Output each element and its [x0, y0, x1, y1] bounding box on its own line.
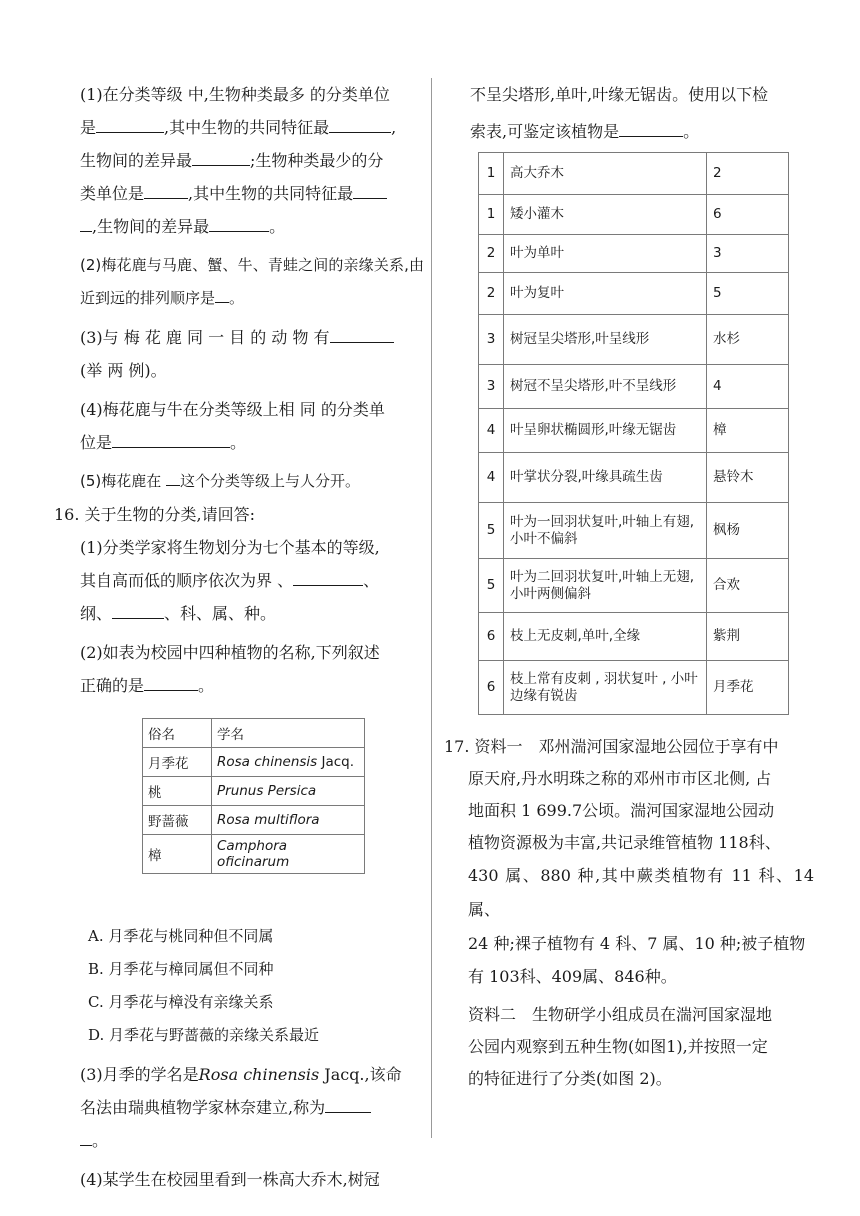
key-description: 叶为复叶: [504, 273, 707, 315]
text: 纲、: [80, 604, 113, 623]
key-description: 枝上无皮刺,单叶,全缘: [504, 613, 707, 661]
table-header-row: [143, 719, 365, 748]
q16-part3-line2: [62, 1091, 424, 1124]
text: ,其中生物的共同特征最: [188, 184, 354, 203]
answer-blank[interactable]: [112, 600, 164, 619]
q16-part3-line1: [62, 1058, 424, 1091]
column-header: 学名: [212, 719, 365, 748]
right-column: [444, 78, 814, 1095]
q17-line: 有 103科、409属、846种。: [468, 967, 677, 986]
key-number: 5: [479, 503, 504, 559]
q16-part2-line1: (2)如表为校园中四种植物的名称,下列叙述: [80, 643, 380, 662]
q17-line: 17. 资料一 邓州湍河国家湿地公园位于享有中: [444, 737, 779, 756]
key-number: 5: [479, 559, 504, 613]
key-result: 合欢: [707, 559, 789, 613]
answer-blank[interactable]: [80, 1127, 92, 1146]
key-description: 树冠不呈尖塔形,叶不呈线形: [504, 365, 707, 409]
q16-part4-line3: [444, 115, 814, 148]
text: 其自高而低的顺序依次为界 、: [80, 571, 294, 590]
answer-blank[interactable]: [96, 114, 164, 133]
scientific-name: Rosa chinensis: [217, 754, 318, 770]
q16-part4-line2: 不呈尖塔形,单叶,叶缘无锯齿。使用以下检: [470, 85, 769, 104]
key-result: 4: [707, 365, 789, 409]
table-row: [479, 503, 789, 559]
q16-part1-line3: [62, 597, 424, 630]
key-description: 叶掌状分裂,叶缘具疏生齿: [504, 453, 707, 503]
text: Jacq.,该命: [319, 1065, 402, 1084]
text: 。: [92, 1131, 109, 1150]
left-column: [54, 78, 424, 1196]
text: (2)梅花鹿与马鹿、蟹、牛、青蛙之间的亲缘关系,由近到远的排列顺序是: [80, 256, 424, 307]
table-row: [479, 453, 789, 503]
text: 位是: [80, 433, 113, 452]
q15-part4-end: [62, 426, 424, 459]
text: (5)梅花鹿在: [80, 472, 167, 490]
q15-part1: [62, 78, 424, 243]
q16-options: [62, 920, 424, 1052]
key-description: 叶为单叶: [504, 235, 707, 273]
answer-blank[interactable]: [166, 467, 180, 486]
text: ,: [391, 118, 397, 137]
key-number: 3: [479, 315, 504, 365]
answer-blank[interactable]: [144, 672, 198, 691]
q17-line: 地面积 1 699.7公顷。湍河国家湿地公园动: [468, 801, 775, 820]
q15-part2: [62, 249, 424, 315]
key-description: 树冠呈尖塔形,叶呈线形: [504, 315, 707, 365]
answer-blank[interactable]: [80, 213, 92, 232]
dichotomous-key-table: [478, 152, 789, 715]
option-c[interactable]: C. 月季花与樟没有亲缘关系: [88, 993, 274, 1011]
text: 。: [269, 217, 286, 236]
q17-line: 植物资源极为丰富,共记录维管植物 118科、: [468, 833, 781, 852]
text: 这个分类等级上与人分开。: [180, 472, 361, 490]
q16-stem: 16. 关于生物的分类,请回答:: [54, 505, 256, 524]
column-divider: [431, 78, 432, 1138]
text: 正确的是: [80, 676, 145, 695]
key-description: 枝上常有皮刺 , 羽状复叶 , 小叶边缘有锐齿: [504, 661, 707, 715]
table-cell: 桃: [143, 777, 212, 806]
key-result: 6: [707, 195, 789, 235]
table-cell: [212, 806, 365, 835]
table-row: [479, 273, 789, 315]
q15-part4: (4)梅花鹿与牛在分类等级上相 同 的分类单: [80, 400, 385, 419]
option-d[interactable]: D. 月季花与野蔷薇的亲缘关系最近: [88, 1026, 320, 1044]
text: (3)月季的学名是: [80, 1065, 199, 1084]
table-row: [479, 559, 789, 613]
table-cell: 樟: [143, 835, 212, 874]
answer-blank[interactable]: [215, 284, 229, 303]
q17-line: 430 属、880 种,其中蕨类植物有 11 科、14 属、: [468, 866, 814, 919]
text: 生物间的差异最: [80, 151, 193, 170]
table-row: [143, 835, 365, 874]
key-description: 矮小灌木: [504, 195, 707, 235]
q15-part3: [62, 321, 424, 354]
table-cell: [212, 748, 365, 777]
text: 是: [80, 118, 97, 137]
q16-part1-line2: [62, 564, 424, 597]
key-number: 1: [479, 195, 504, 235]
key-result: 5: [707, 273, 789, 315]
table-row: [479, 315, 789, 365]
answer-blank[interactable]: [353, 180, 387, 199]
text: 。: [229, 289, 245, 307]
answer-blank[interactable]: [192, 147, 250, 166]
key-number: 3: [479, 365, 504, 409]
scientific-name: Camphora oficinarum: [217, 838, 290, 870]
table-row: [479, 365, 789, 409]
scientific-name-table: [142, 718, 365, 874]
text: 名法由瑞典植物学家林奈建立,称为: [80, 1098, 326, 1117]
q15-p1-line1: (1)在分类等级 中,生物种类最多 的分类单位: [80, 85, 390, 104]
key-number: 6: [479, 613, 504, 661]
key-number: 4: [479, 453, 504, 503]
key-result: 悬铃木: [707, 453, 789, 503]
q17-passage: [444, 731, 814, 1095]
key-description: 叶为二回羽状复叶,叶轴上无翅,小叶两侧偏斜: [504, 559, 707, 613]
table-row: [143, 748, 365, 777]
answer-blank[interactable]: [330, 324, 394, 343]
text: 。: [198, 676, 215, 695]
key-result: 水杉: [707, 315, 789, 365]
answer-blank[interactable]: [619, 118, 683, 137]
key-result: 月季花: [707, 661, 789, 715]
table-row: [143, 777, 365, 806]
key-number: 1: [479, 153, 504, 195]
key-result: 2: [707, 153, 789, 195]
text: ;生物种类最少的分: [250, 151, 384, 170]
table-cell: [212, 777, 365, 806]
q17-line: 的特征进行了分类(如图 2)。: [468, 1069, 672, 1088]
table-row: [479, 195, 789, 235]
answer-blank[interactable]: [293, 567, 363, 586]
text: 类单位是: [80, 184, 145, 203]
scientific-name: Rosa multiflora: [217, 812, 320, 828]
table-cell: [212, 835, 365, 874]
text: 、: [363, 571, 380, 590]
q15-p1-line2: [62, 111, 424, 144]
q16-part1-line1: (1)分类学家将生物划分为七个基本的等级,: [80, 538, 380, 557]
answer-blank[interactable]: [329, 114, 391, 133]
key-description: 叶为一回羽状复叶,叶轴上有翅,小叶不偏斜: [504, 503, 707, 559]
text: 。: [230, 433, 247, 452]
q17-line: 资料二 生物研学小组成员在湍河国家湿地: [468, 1005, 773, 1024]
key-result: 枫杨: [707, 503, 789, 559]
key-number: 2: [479, 273, 504, 315]
table-row: [479, 613, 789, 661]
q15-p1-line4: [62, 177, 424, 210]
scientific-name: Prunus Persica: [217, 783, 317, 799]
table-cell: 野蔷薇: [143, 806, 212, 835]
option-b[interactable]: B. 月季花与樟同属但不同种: [88, 960, 274, 978]
q15-p1-line3: [62, 144, 424, 177]
author-abbrev: Jacq.: [321, 754, 355, 770]
q15-p1-line5: [62, 210, 424, 243]
q17-line: 24 种;裸子植物有 4 科、7 属、10 种;被子植物: [468, 934, 806, 953]
table-cell: 月季花: [143, 748, 212, 777]
table-row: [479, 661, 789, 715]
q17-line: 公园内观察到五种生物(如图1),并按照一定: [468, 1037, 768, 1056]
text: 、科、属、种。: [164, 604, 277, 623]
key-result: 紫荆: [707, 613, 789, 661]
text: 。: [683, 122, 700, 141]
q16-part4-line1: (4)某学生在校园里看到一株高大乔木,树冠: [80, 1170, 380, 1189]
option-a[interactable]: A. 月季花与桃同种但不同属: [88, 927, 274, 945]
answer-blank[interactable]: [144, 180, 188, 199]
q15-part5: [62, 465, 424, 498]
answer-blank[interactable]: [209, 213, 269, 232]
text: ,生物间的差异最: [92, 217, 210, 236]
q15-part3-end: (举 两 例)。: [80, 361, 167, 380]
table-row: [479, 153, 789, 195]
q16-part3-line3: [62, 1124, 424, 1157]
key-number: 2: [479, 235, 504, 273]
text: 索表,可鉴定该植物是: [470, 122, 620, 141]
key-result: 樟: [707, 409, 789, 453]
text: (3)与 梅 花 鹿 同 一 目 的 动 物 有: [80, 328, 330, 347]
key-result: 3: [707, 235, 789, 273]
table-row: [479, 235, 789, 273]
table-row: [479, 409, 789, 453]
text: ,其中生物的共同特征最: [164, 118, 330, 137]
scientific-name: Rosa chinensis: [198, 1065, 320, 1084]
key-description: 叶呈卵状椭圆形,叶缘无锯齿: [504, 409, 707, 453]
q16-part2-line2: [62, 669, 424, 702]
key-number: 4: [479, 409, 504, 453]
key-description: 高大乔木: [504, 153, 707, 195]
table-row: [143, 806, 365, 835]
answer-blank[interactable]: [325, 1094, 371, 1113]
column-header: 俗名: [143, 719, 212, 748]
q17-line: 原天府,丹水明珠之称的邓州市市区北侧, 占: [468, 769, 772, 788]
answer-blank[interactable]: [112, 429, 230, 448]
key-number: 6: [479, 661, 504, 715]
